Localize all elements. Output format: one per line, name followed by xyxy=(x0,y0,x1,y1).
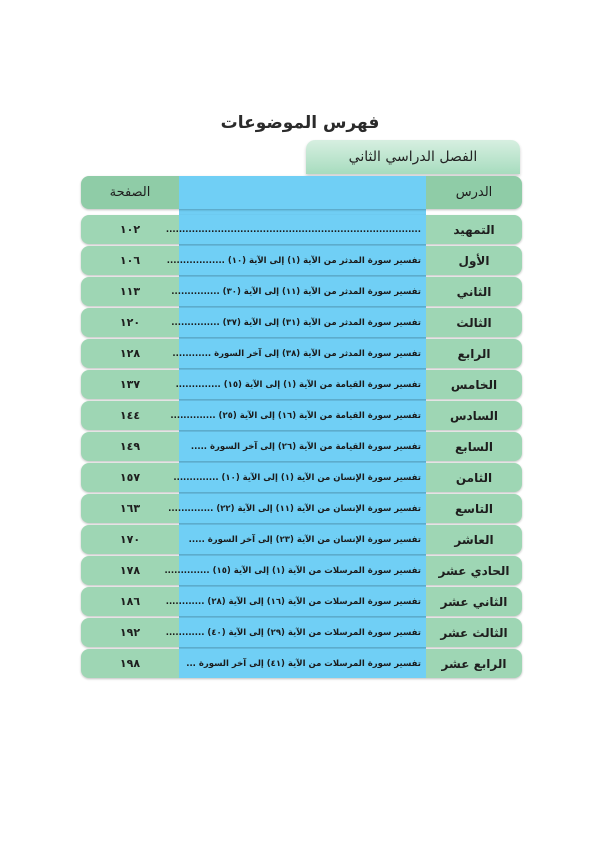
page-column-header: الصفحة xyxy=(109,185,151,200)
lesson-name: التمهيد xyxy=(453,222,495,237)
table-row xyxy=(81,618,522,647)
table-row xyxy=(81,339,522,368)
toc-table xyxy=(81,176,522,678)
table-row xyxy=(81,525,522,554)
topic-title: تفسير سورة القيامة من الآية (١) إلى الآية (١٥) .............. xyxy=(179,370,426,399)
page-title: فهرس الموضوعات xyxy=(220,113,380,133)
page-number: ١٢٨ xyxy=(119,347,141,360)
table-row xyxy=(81,587,522,616)
topic-title: تفسير سورة المرسلات من الآية (٢٩) إلى الآية (٤٠) ............ xyxy=(179,618,426,647)
lesson-name: العاشر xyxy=(454,532,494,547)
lesson-name: الثاني xyxy=(456,284,492,299)
topic-title: ............................................................................... xyxy=(179,215,426,244)
topic-title: تفسير سورة المرسلات من الآية (١) إلى الآية (١٥) .............. xyxy=(179,556,426,585)
page-number: ١٨٦ xyxy=(119,595,141,608)
semester-tab: الفصل الدراسي الثاني xyxy=(306,140,520,174)
table-row xyxy=(81,277,522,306)
page-number: ١٧٨ xyxy=(119,564,141,577)
lesson-name: السابع xyxy=(454,439,494,454)
topic-title: تفسير سورة الإنسان من الآية (١١) إلى الآية (٢٢) .............. xyxy=(179,494,426,523)
lesson-name: الخامس xyxy=(450,377,498,392)
lesson-name: الرابع xyxy=(457,346,491,361)
topic-title: تفسير سورة الإنسان من الآية (١) إلى الآية (١٠) .............. xyxy=(179,463,426,492)
topic-title: تفسير سورة المدثر من الآية (١١) إلى الآية (٣٠) ............... xyxy=(179,277,426,306)
page-number: ١٩٨ xyxy=(119,657,141,670)
table-row xyxy=(81,308,522,337)
page-number: ١٠٢ xyxy=(119,223,141,236)
table-row xyxy=(81,556,522,585)
lesson-name: الثالث عشر xyxy=(440,625,508,640)
topic-title: تفسير سورة المدثر من الآية (٣٨) إلى آخر السورة ............ xyxy=(179,339,426,368)
page-number: ١٠٦ xyxy=(119,254,141,267)
table-row xyxy=(81,432,522,461)
topic-title: تفسير سورة المرسلات من الآية (٤١) إلى آخر السورة ... xyxy=(179,649,426,678)
page-number: ١١٣ xyxy=(119,285,141,298)
lesson-name: الثاني عشر xyxy=(440,594,508,609)
table-row xyxy=(81,401,522,430)
page-number: ١٦٣ xyxy=(119,502,141,515)
page-number: ١٥٧ xyxy=(119,471,141,484)
page-number: ١٣٧ xyxy=(119,378,141,391)
table-row xyxy=(81,370,522,399)
table-row xyxy=(81,215,522,244)
topic-title: تفسير سورة المدثر من الآية (١) إلى الآية (١٠) .................. xyxy=(179,246,426,275)
lesson-name: السادس xyxy=(449,408,499,423)
lesson-name: الثالث xyxy=(456,315,492,330)
page-number: ١٤٩ xyxy=(119,440,141,453)
page-number: ١٤٤ xyxy=(119,409,141,422)
topic-title: تفسير سورة المدثر من الآية (٣١) إلى الآية (٣٧) ............... xyxy=(179,308,426,337)
lesson-name: الحادي عشر xyxy=(438,563,510,578)
lesson-name: الثامن xyxy=(455,470,493,485)
table-row xyxy=(81,494,522,523)
topic-column-header xyxy=(179,176,426,209)
table-row xyxy=(81,649,522,678)
topic-title: تفسير سورة الإنسان من الآية (٢٣) إلى آخر السورة ..... xyxy=(179,525,426,554)
lesson-name: الرابع عشر xyxy=(441,656,507,671)
lesson-name: التاسع xyxy=(454,501,494,516)
table-header-row xyxy=(81,176,522,209)
topic-title: تفسير سورة المرسلات من الآية (١٦) إلى الآية (٢٨) ............ xyxy=(179,587,426,616)
table-row xyxy=(81,246,522,275)
topic-title: تفسير سورة القيامة من الآية (١٦) إلى الآية (٢٥) .............. xyxy=(179,401,426,430)
table-row xyxy=(81,463,522,492)
lesson-name: الأول xyxy=(458,253,490,268)
page-number: ١٩٢ xyxy=(119,626,141,639)
page-number: ١٢٠ xyxy=(119,316,141,329)
lesson-column-header: الدرس xyxy=(455,185,493,200)
topic-title: تفسير سورة القيامة من الآية (٢٦) إلى آخر السورة ..... xyxy=(179,432,426,461)
page-number: ١٧٠ xyxy=(119,533,141,546)
